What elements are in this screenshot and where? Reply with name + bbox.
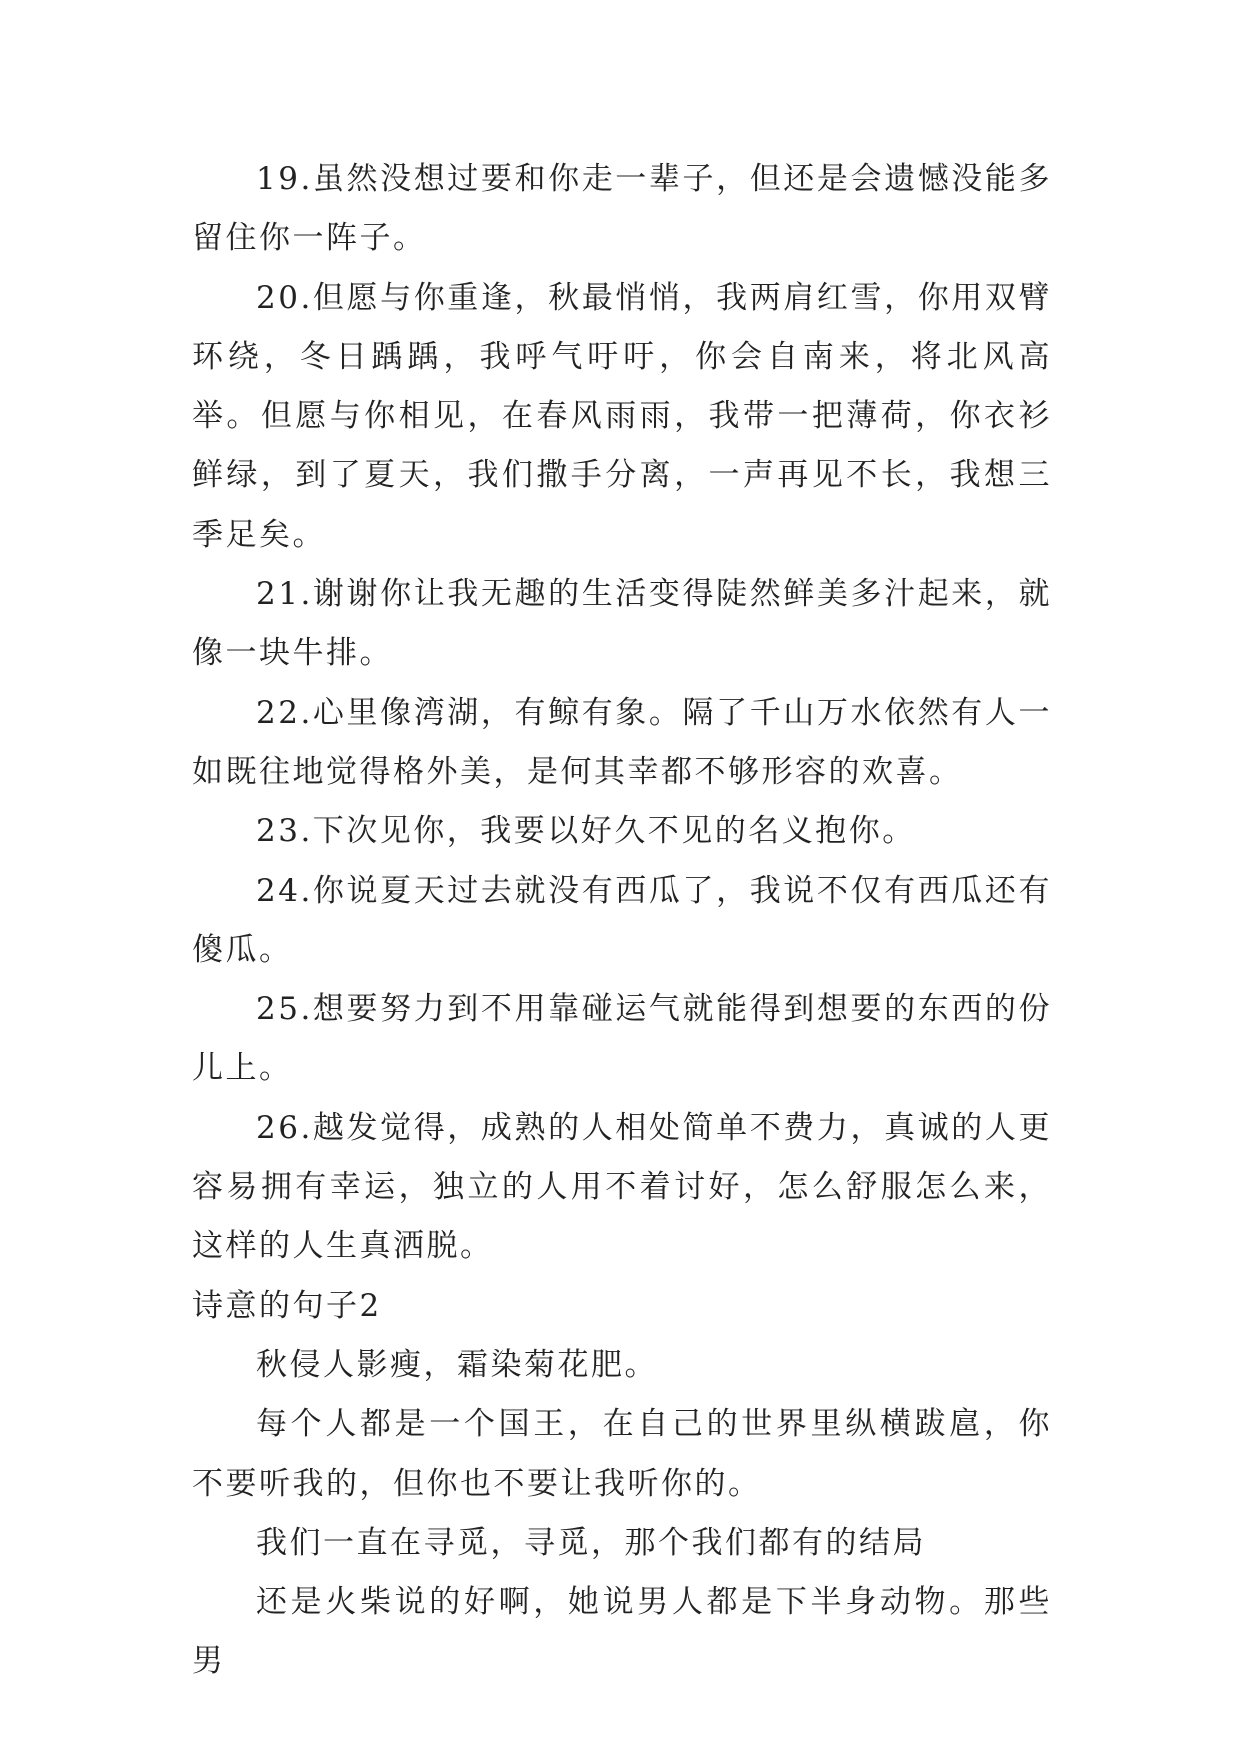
paragraph-23: 23.下次见你，我要以好久不见的名义抱你。 — [256, 813, 916, 850]
poem-line-3: 我们一直在寻觅，寻觅，那个我们都有的结局 — [256, 1524, 926, 1561]
poem-line-2: 每个人都是一个国王，在自己的世界里纵横跋扈，你不要听我的，但你也不要让我听你的。 — [192, 1406, 1052, 1502]
paragraph-24: 24.你说夏天过去就没有西瓜了，我说不仅有西瓜还有傻瓜。 — [192, 872, 1052, 968]
paragraph-20: 20.但愿与你重逢，秋最悄悄，我两肩红雪，你用双臂环绕，冬日踽踽，我呼气吁吁，你会自南来，将北风高举。但愿与你相见，在春风雨雨，我带一把薄荷，你衣衫鲜绿，到了夏天，我们撒手分离，一声再见不长，我想三季足矣。 — [192, 279, 1052, 553]
poem-line-1: 秋侵人影瘦，霜染菊花肥。 — [256, 1346, 658, 1383]
paragraph-26: 26.越发觉得，成熟的人相处简单不费力，真诚的人更容易拥有幸运，独立的人用不着讨好，怎么舒服怎么来，这样的人生真洒脱。 — [192, 1109, 1052, 1265]
paragraph-22: 22.心里像湾湖，有鲸有象。隔了千山万水依然有人一如既往地觉得格外美，是何其幸都不够形容的欢喜。 — [192, 694, 1052, 790]
document-body — [192, 150, 1052, 1692]
paragraph-25: 25.想要努力到不用靠碰运气就能得到想要的东西的份儿上。 — [192, 991, 1052, 1087]
poem-line-4: 还是火柴说的好啊，她说男人都是下半身动物。那些男 — [192, 1584, 1052, 1680]
paragraph-19: 19.虽然没想过要和你走一辈子，但还是会遗憾没能多留住你一阵子。 — [192, 161, 1052, 257]
paragraph-21: 21.谢谢你让我无趣的生活变得陡然鲜美多汁起来，就像一块牛排。 — [192, 576, 1052, 672]
section-heading: 诗意的句子2 — [192, 1287, 382, 1324]
